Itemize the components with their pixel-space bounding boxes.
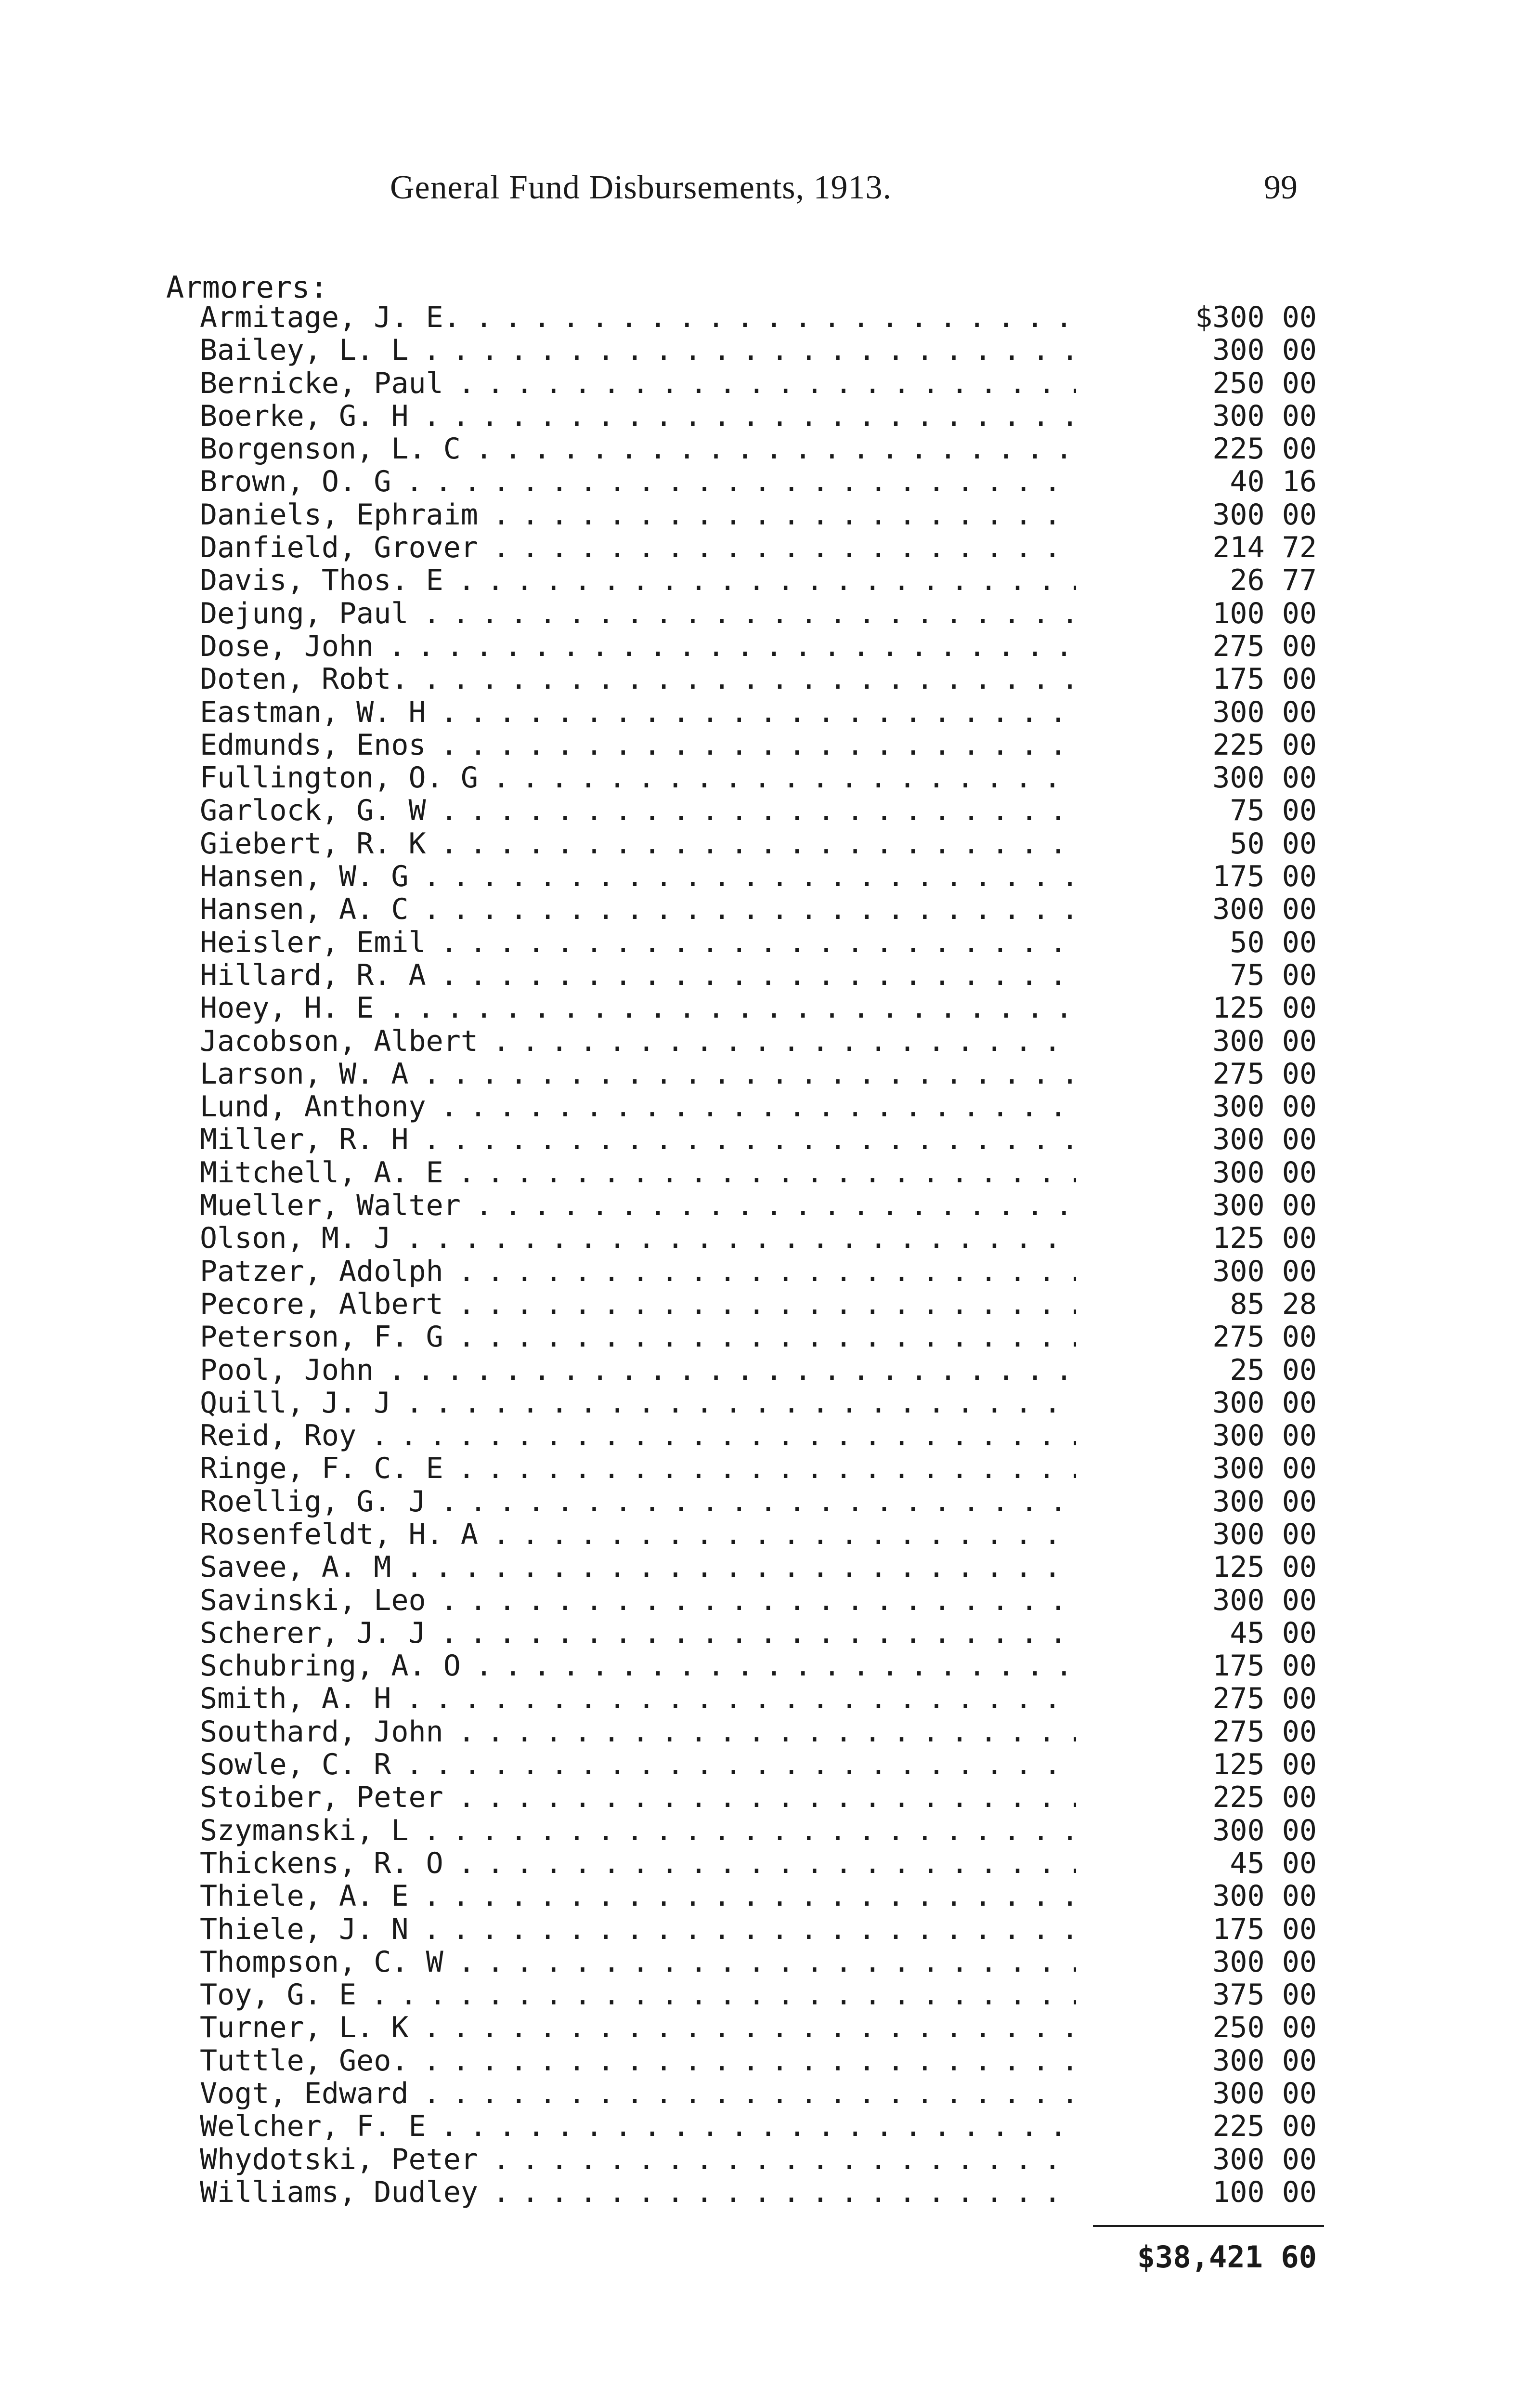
list-item [200,498,1317,531]
payment-amount: 225 00 [1212,1780,1317,1815]
payee-name: Stoiber, Peter . . . [200,1781,1076,1814]
list-item [200,367,1317,400]
payment-amount: 300 00 [1212,892,1317,927]
payee-name: Reid, Roy . . . [200,1419,1076,1452]
payee-name: Jacobson, Albert . . . [200,1025,1076,1058]
list-item [200,1715,1317,1748]
list-item [200,1387,1317,1419]
list-item [200,2077,1317,2110]
list-item [200,1781,1317,1814]
payment-amount: 100 00 [1212,596,1317,630]
payee-name: Heisler, Emil . . . [200,926,1076,959]
list-item [200,1880,1317,1912]
payment-amount: 300 00 [1212,1090,1317,1124]
list-item [200,696,1317,729]
payment-amount: 300 00 [1212,1452,1317,1486]
list-item [200,2176,1317,2209]
list-item [200,893,1317,926]
list-item [200,860,1317,893]
list-item [200,1354,1317,1387]
payee-name: Daniels, Ephraim . . . [200,498,1076,531]
payment-amount: 85 28 [1230,1287,1317,1321]
payee-name: Rosenfeldt, H. A . . . [200,1518,1076,1551]
payee-name: Armitage, J. E. . . . [200,301,1076,334]
payee-name: Thiele, A. E . . . [200,1880,1076,1912]
payee-name: Hansen, A. C . . . [200,893,1076,926]
list-item [200,2044,1317,2077]
payment-amount: $300 00 [1195,301,1317,334]
payee-name: Roellig, G. J . . . [200,1485,1076,1518]
grand-total: $38,421 60 [1137,2239,1317,2275]
payee-name: Danfield, Grover . . . [200,531,1076,564]
payee-name: Edmunds, Enos . . . [200,729,1076,761]
list-item [200,1584,1317,1617]
disbursement-list [200,301,1317,2209]
payee-name: Eastman, W. H . . . [200,696,1076,729]
payee-name: Whydotski, Peter . . . [200,2143,1076,2176]
payment-amount: 125 00 [1212,1748,1317,1782]
payee-name: Bernicke, Paul . . . [200,367,1076,400]
list-item [200,2011,1317,2044]
payment-amount: 125 00 [1212,1221,1317,1256]
list-item [200,597,1317,630]
list-item [200,1288,1317,1321]
list-item [200,959,1317,992]
payment-amount: 125 00 [1212,1550,1317,1584]
payee-name: Boerke, G. H . . . [200,400,1076,432]
payee-name: Welcher, F. E . . . [200,2110,1076,2143]
payment-amount: 125 00 [1212,991,1317,1025]
payment-amount: 225 00 [1212,2109,1317,2144]
payment-amount: 300 00 [1212,2077,1317,2111]
list-item [200,630,1317,663]
list-item [200,1978,1317,2011]
list-item [200,564,1317,597]
payee-name: Mitchell, A. E . . . [200,1156,1076,1189]
payee-name: Schubring, A. O . . . [200,1649,1076,1682]
payee-name: Williams, Dudley . . . [200,2176,1076,2209]
list-item [200,1518,1317,1551]
list-item [200,1617,1317,1649]
payee-name: Thickens, R. O . . . [200,1847,1076,1880]
payee-name: Toy, G. E . . . [200,1978,1076,2011]
payee-name: Dejung, Paul . . . [200,597,1076,630]
payment-amount: 45 00 [1230,1616,1317,1650]
payment-amount: 275 00 [1212,1714,1317,1749]
payment-amount: 275 00 [1212,1682,1317,1716]
payment-amount: 300 00 [1212,1583,1317,1617]
payment-amount: 26 77 [1230,563,1317,598]
list-item [200,2110,1317,2143]
total-rule [1093,2225,1324,2227]
payment-amount: 375 00 [1212,1978,1317,2012]
list-item [200,2143,1317,2176]
list-item [200,794,1317,827]
list-item [200,1485,1317,1518]
list-item [200,1847,1317,1880]
payment-amount: 275 00 [1212,1320,1317,1354]
list-item [200,1682,1317,1715]
payment-amount: 40 16 [1230,465,1317,499]
payee-name: Savee, A. M . . . [200,1551,1076,1584]
payment-amount: 300 00 [1212,695,1317,729]
payment-amount: 75 00 [1230,794,1317,828]
payment-amount: 300 00 [1212,1813,1317,1847]
payment-amount: 275 00 [1212,629,1317,663]
payment-amount: 75 00 [1230,958,1317,992]
payment-amount: 300 00 [1212,1155,1317,1190]
payee-name: Hansen, W. G . . . [200,860,1076,893]
list-item [200,729,1317,761]
list-item [200,465,1317,498]
list-item [200,926,1317,959]
payment-amount: 250 00 [1212,366,1317,400]
payee-name: Dose, John . . . [200,630,1076,663]
running-title: General Fund Disbursements, 1913. [390,169,892,206]
list-item [200,992,1317,1024]
payee-name: Quill, J. J . . . [200,1387,1076,1419]
list-item [200,301,1317,334]
list-item [200,1913,1317,1946]
payee-name: Peterson, F. G . . . [200,1321,1076,1353]
payee-name: Savinski, Leo . . . [200,1584,1076,1617]
payee-name: Vogt, Edward . . . [200,2077,1076,2110]
list-item [200,827,1317,860]
page-number: 99 [1264,169,1298,206]
payee-name: Hillard, R. A . . . [200,959,1076,992]
list-item [200,531,1317,564]
list-item [200,1025,1317,1058]
payment-amount: 300 00 [1212,1419,1317,1453]
payment-amount: 300 00 [1212,399,1317,433]
payee-name: Patzer, Adolph . . . [200,1255,1076,1288]
list-item [200,1649,1317,1682]
payment-amount: 275 00 [1212,1057,1317,1091]
payment-amount: 300 00 [1212,1024,1317,1058]
payee-name: Doten, Robt. . . . [200,663,1076,695]
payee-name: Bailey, L. L . . . [200,334,1076,366]
list-item [200,1452,1317,1485]
payment-amount: 300 00 [1212,333,1317,367]
payment-amount: 100 00 [1212,2175,1317,2209]
payment-amount: 300 00 [1212,2142,1317,2176]
payee-name: Tuttle, Geo. . . . [200,2044,1076,2077]
list-item [200,1551,1317,1584]
payment-amount: 300 00 [1212,1484,1317,1518]
payee-name: Brown, O. G . . . [200,465,1076,498]
payee-name: Turner, L. K . . . [200,2011,1076,2044]
payment-amount: 50 00 [1230,826,1317,861]
payee-name: Borgenson, L. C . . . [200,432,1076,465]
payment-amount: 225 00 [1212,432,1317,466]
list-item [200,663,1317,695]
payee-name: Davis, Thos. E . . . [200,564,1076,597]
list-item [200,1946,1317,1978]
list-item [200,1255,1317,1288]
payment-amount: 175 00 [1212,860,1317,894]
list-item [200,1156,1317,1189]
payee-name: Lund, Anthony . . . [200,1090,1076,1123]
payment-amount: 300 00 [1212,1386,1317,1420]
payment-amount: 300 00 [1212,1945,1317,1979]
payee-name: Hoey, H. E . . . [200,992,1076,1024]
payee-name: Scherer, J. J . . . [200,1617,1076,1649]
payment-amount: 175 00 [1212,1649,1317,1683]
payee-name: Olson, M. J . . . [200,1222,1076,1255]
payment-amount: 300 00 [1212,1879,1317,1913]
list-item [200,400,1317,432]
payment-amount: 175 00 [1212,662,1317,696]
payee-name: Thiele, J. N . . . [200,1913,1076,1946]
payee-name: Szymanski, L . . . [200,1814,1076,1847]
payment-amount: 300 00 [1212,2043,1317,2078]
payee-name: Fullington, O. G . . . [200,761,1076,794]
payment-amount: 300 00 [1212,497,1317,532]
payee-name: Smith, A. H . . . [200,1682,1076,1715]
payment-amount: 300 00 [1212,1254,1317,1288]
payee-name: Garlock, G. W . . . [200,794,1076,827]
payment-amount: 175 00 [1212,1912,1317,1946]
list-item [200,1090,1317,1123]
list-item [200,1123,1317,1156]
payee-name: Giebert, R. K . . . [200,827,1076,860]
payee-name: Mueller, Walter . . . [200,1189,1076,1222]
payee-name: Sowle, C. R . . . [200,1748,1076,1781]
payment-amount: 300 00 [1212,761,1317,795]
payment-amount: 214 72 [1212,531,1317,565]
payment-amount: 225 00 [1212,728,1317,762]
list-item [200,1419,1317,1452]
payment-amount: 300 00 [1212,1517,1317,1551]
payment-amount: 300 00 [1212,1189,1317,1223]
payee-name: Miller, R. H . . . [200,1123,1076,1156]
payee-name: Larson, W. A . . . [200,1058,1076,1090]
payment-amount: 300 00 [1212,1123,1317,1157]
payee-name: Pecore, Albert . . . [200,1288,1076,1321]
section-heading: Armorers: [166,270,328,305]
payee-name: Thompson, C. W . . . [200,1946,1076,1978]
list-item [200,1748,1317,1781]
payee-name: Southard, John . . . [200,1715,1076,1748]
payment-amount: 50 00 [1230,925,1317,959]
list-item [200,1222,1317,1255]
payment-amount: 45 00 [1230,1846,1317,1880]
payee-name: Pool, John . . . [200,1354,1076,1387]
list-item [200,1058,1317,1090]
list-item [200,334,1317,366]
list-item [200,1189,1317,1222]
payment-amount: 25 00 [1230,1353,1317,1387]
payee-name: Ringe, F. C. E . . . [200,1452,1076,1485]
list-item [200,761,1317,794]
list-item [200,1321,1317,1353]
list-item [200,432,1317,465]
list-item [200,1814,1317,1847]
payment-amount: 250 00 [1212,2011,1317,2045]
